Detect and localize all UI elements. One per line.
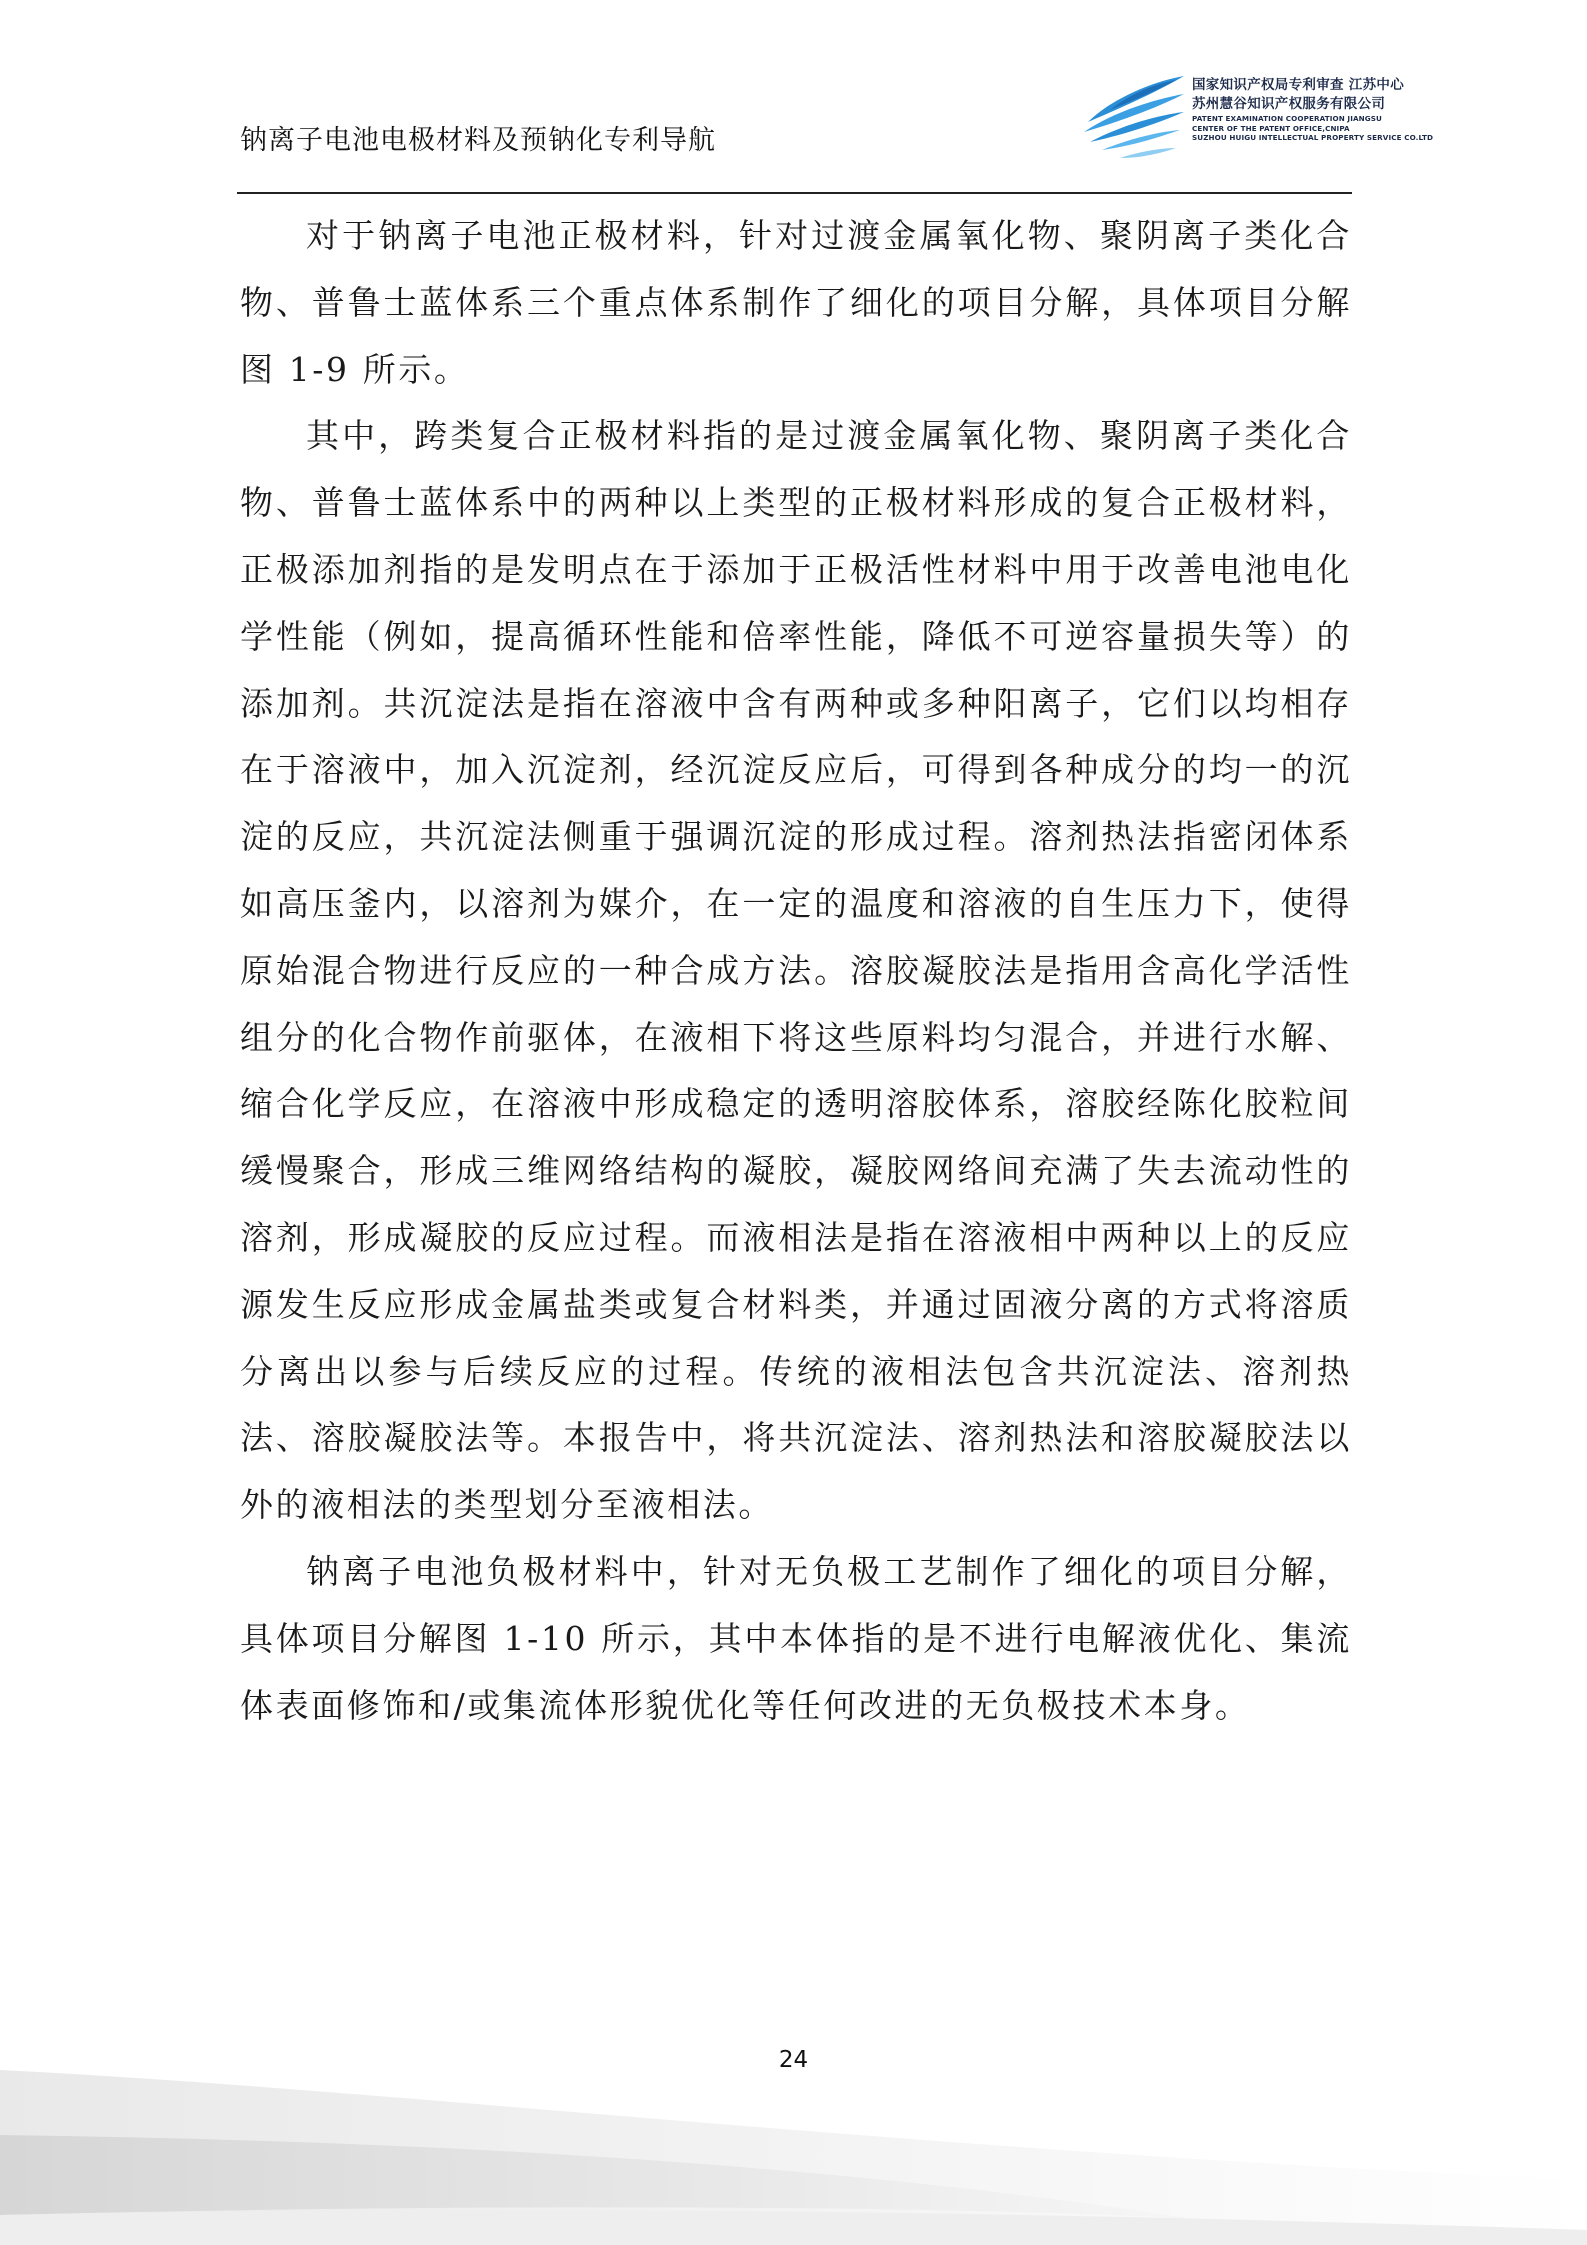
paragraph: 对于钠离子电池正极材料，针对过渡金属氧化物、聚阴离子类化合物、普鲁士蓝体系三个重点体系制作了细化的项目分解，具体项目分解图 1-9 所示。	[240, 216, 1352, 389]
body-content	[240, 203, 1352, 1739]
header-divider	[237, 192, 1352, 194]
logo-text-block	[1192, 76, 1433, 143]
page-number: 24	[778, 2047, 809, 2073]
organization-logo	[1080, 70, 1434, 170]
swirl-logo-icon	[1080, 70, 1188, 162]
document-title: 钠离子电池电极材料及预钠化专利导航	[240, 125, 716, 156]
logo-cn-line1: 国家知识产权局专利审查 江苏中心	[1192, 77, 1404, 93]
paragraph: 其中，跨类复合正极材料指的是过渡金属氧化物、聚阴离子类化合物、普鲁士蓝体系中的两种以上类型的正极材料形成的复合正极材料，正极添加剂指的是发明点在于添加于正极活性材料中用于改善电池电化学性能（例如，提高循环性能和倍率性能，降低不可逆容量损失等）的添加剂。共沉淀法是指在溶液中含有两种或多种阳离子，它们以均相存在于溶液中，加入沉淀剂，经沉淀反应后，可得到各种成分的均一的沉淀的反应，共沉淀法侧重于强调沉淀的形成过程。溶剂热法指密闭体系如高压釜内，以溶剂为媒介，在一定的温度和溶液的自生压力下，使得原始混合物进行反应的一种合成方法。溶胶凝胶法是指用含高化学活性组分的化合物作前驱体，在液相下将这些原料均匀混合，并进行水解、缩合化学反应，在溶液中形成稳定的透明溶胶体系，溶胶经陈化胶粒间缓慢聚合，形成三维网络结构的凝胶，凝胶网络间充满了失去流动性的溶剂，形成凝胶的反应过程。而液相法是指在溶液相中两种以上的反应源发生反应形成金属盐类或复合材料类，并通过固液分离的方式将溶质分离出以参与后续反应的过程。传统的液相法包含共沉淀法、溶剂热法、溶胶凝胶法等。本报告中，将共沉淀法、溶剂热法和溶胶凝胶法以外的液相法的类型划分至液相法。	[240, 416, 1352, 1525]
logo-cn-line2: 苏州慧谷知识产权服务有限公司	[1192, 96, 1386, 112]
logo-en-line1: PATENT EXAMINATION COOPERATION JIANGSU	[1192, 114, 1382, 123]
logo-en-line3: SUZHOU HUIGU INTELLECTUAL PROPERTY SERVICE CO.LTD	[1192, 133, 1434, 142]
paragraph: 钠离子电池负极材料中，针对无负极工艺制作了细化的项目分解，具体项目分解图 1-10 所示，其中本体指的是不进行电解液优化、集流体表面修饰和/或集流体形貌优化等任何改进的无负极技术本身。	[240, 1551, 1352, 1725]
logo-en-line2: CENTER OF THE PATENT OFFICE,CNIPA	[1192, 123, 1350, 133]
